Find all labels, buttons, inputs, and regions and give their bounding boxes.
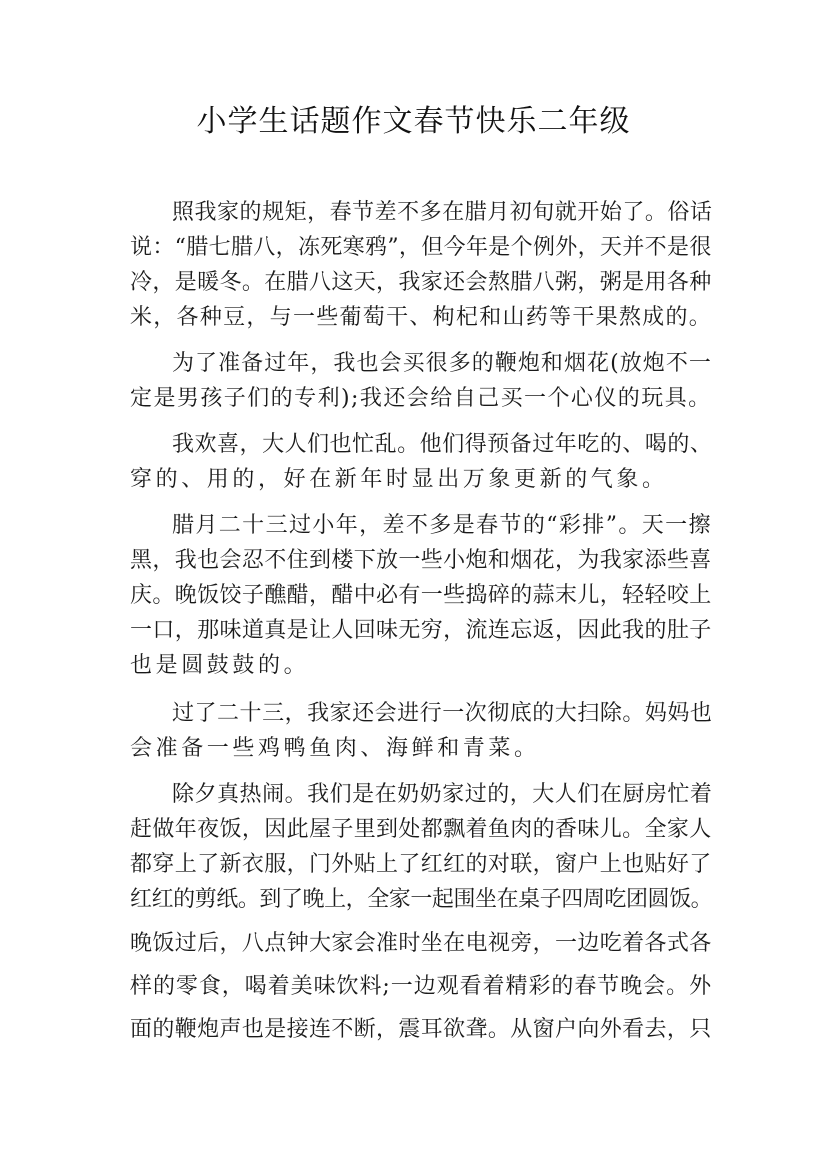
paragraph-line: 晚饭过后，八点钟大家会准时坐在电视旁，一边吃着各式各 [130, 931, 712, 956]
paragraph-line: 面的鞭炮声也是接连不断，震耳欲聋。从窗户向外看去，只 [130, 1017, 712, 1042]
paragraph-line: 红红的剪纸。到了晚上，全家一起围坐在桌子四周吃团圆饭。 [130, 887, 713, 912]
paragraph-line: 一口，那味道真是让人回味无穷，流连忘返，因此我的肚子 [130, 618, 712, 643]
document-title: 小学生话题作文春节快乐二年级 [196, 104, 631, 139]
paragraph-line: 都穿上了新衣服，门外贴上了红红的对联，窗户上也贴好了 [130, 852, 712, 877]
paragraph-line: 照我家的规矩，春节差不多在腊月初旬就开始了。俗话 [172, 200, 713, 225]
paragraph-line: 穿的、用的，好在新年时显出万象更新的气象。 [130, 467, 668, 492]
paragraph-line: 定是男孩子们的专利);我还会给自己买一个心仪的玩具。 [130, 386, 712, 411]
paragraph-line: 除夕真热闹。我们是在奶奶家过的，大人们在厨房忙着 [172, 782, 713, 807]
paragraph-line: 庆。晚饭饺子醮醋，醋中必有一些捣碎的蒜末儿，轻轻咬上 [130, 583, 712, 608]
paragraph-line: 样的零食，喝着美味饮料;一边观看着精彩的春节晚会。外 [130, 974, 713, 999]
paragraph-line: 也是圆鼓鼓的。 [130, 653, 310, 678]
paragraph-line: 冷，是暖冬。在腊八这天，我家还会熬腊八粥，粥是用各种 [130, 270, 712, 295]
paragraph-line: 米，各种豆，与一些葡萄干、枸杞和山药等干果熬成的。 [130, 305, 713, 330]
paragraph-line: 为了准备过年，我也会买很多的鞭炮和烟花(放炮不一 [172, 351, 712, 376]
paragraph-line: 黑，我也会忍不住到楼下放一些小炮和烟花，为我家添些喜 [130, 548, 712, 573]
paragraph-line: 我欢喜，大人们也忙乱。他们得预备过年吃的、喝的、 [172, 432, 713, 457]
paragraph-line: 过了二十三，我家还会进行一次彻底的大扫除。妈妈也 [172, 701, 713, 726]
paragraph-line: 赶做年夜饭，因此屋子里到处都飘着鱼肉的香味儿。全家人 [130, 817, 712, 842]
paragraph-line: 会准备一些鸡鸭鱼肉、海鲜和青菜。 [130, 736, 540, 761]
paragraph-line: 腊月二十三过小年，差不多是春节的“彩排”。天一擦 [172, 513, 712, 538]
paragraph-line: 说：“腊七腊八，冻死寒鸦”，但今年是个例外，天并不是很 [130, 235, 712, 260]
